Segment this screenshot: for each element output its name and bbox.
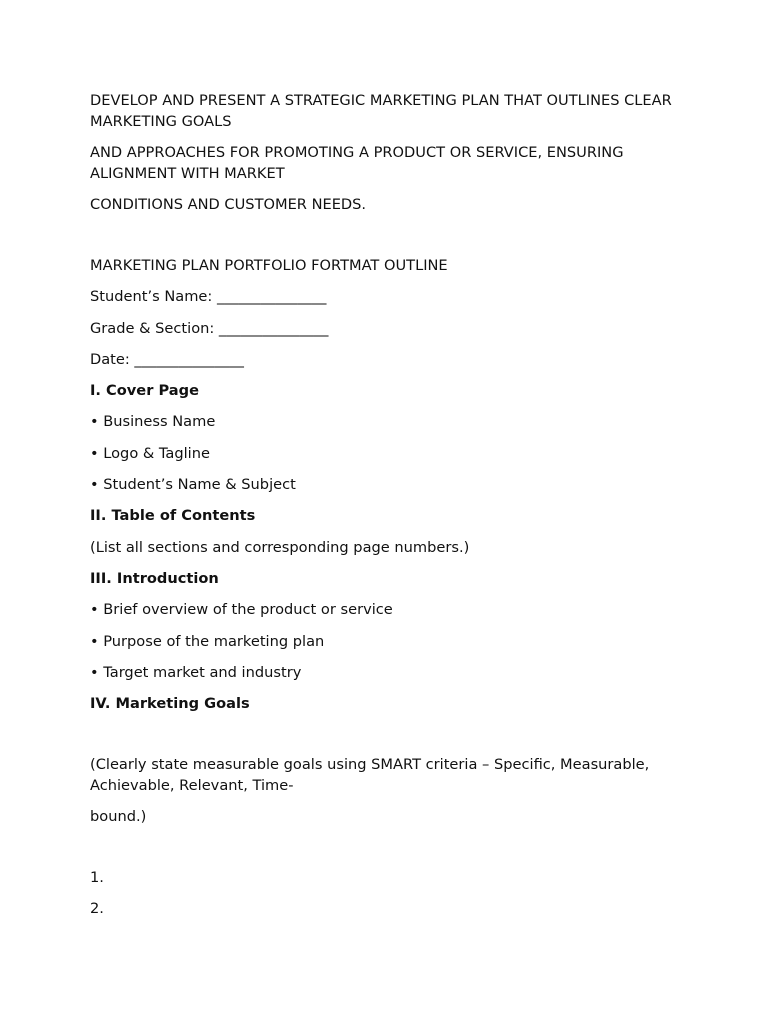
marketing-goals-note-line-2: bound.): [90, 808, 147, 826]
goal-number-1: 1.: [90, 868, 104, 886]
date-field: Date: _______________: [90, 350, 244, 368]
cover-page-heading: I. Cover Page: [90, 382, 199, 400]
marketing-goals-note-line-1: (Clearly state measurable goals using SMART criteria – Specific, Measurable, Achievable, Relevant, Time-: [90, 755, 650, 794]
document-content: [90, 91, 690, 930]
student-name-field: Student’s Name: _______________: [90, 288, 327, 306]
intro-line-2: AND APPROACHES FOR PROMOTING A PRODUCT OR SERVICE, ENSURING ALIGNMENT WITH MARKET: [90, 144, 624, 182]
cover-item-student-subject: • Student’s Name & Subject: [90, 476, 296, 494]
toc-heading: II. Table of Contents: [90, 507, 256, 525]
intro-line-1: DEVELOP AND PRESENT A STRATEGIC MARKETING PLAN THAT OUTLINES CLEAR MARKETING GOALS: [90, 92, 672, 130]
goal-number-2: 2.: [90, 900, 104, 918]
marketing-goals-heading: IV. Marketing Goals: [90, 695, 250, 713]
introduction-item-overview: • Brief overview of the product or service: [90, 601, 393, 619]
cover-item-business-name: • Business Name: [90, 413, 216, 431]
intro-line-3: CONDITIONS AND CUSTOMER NEEDS.: [90, 196, 367, 214]
introduction-item-target-market: • Target market and industry: [90, 663, 302, 681]
outline-title: MARKETING PLAN PORTFOLIO FORTMAT OUTLINE: [90, 256, 448, 274]
introduction-item-purpose: • Purpose of the marketing plan: [90, 632, 325, 650]
introduction-heading: III. Introduction: [90, 569, 219, 587]
grade-section-field: Grade & Section: _______________: [90, 319, 329, 337]
toc-note: (List all sections and corresponding page numbers.): [90, 538, 470, 556]
cover-item-logo-tagline: • Logo & Tagline: [90, 444, 210, 462]
